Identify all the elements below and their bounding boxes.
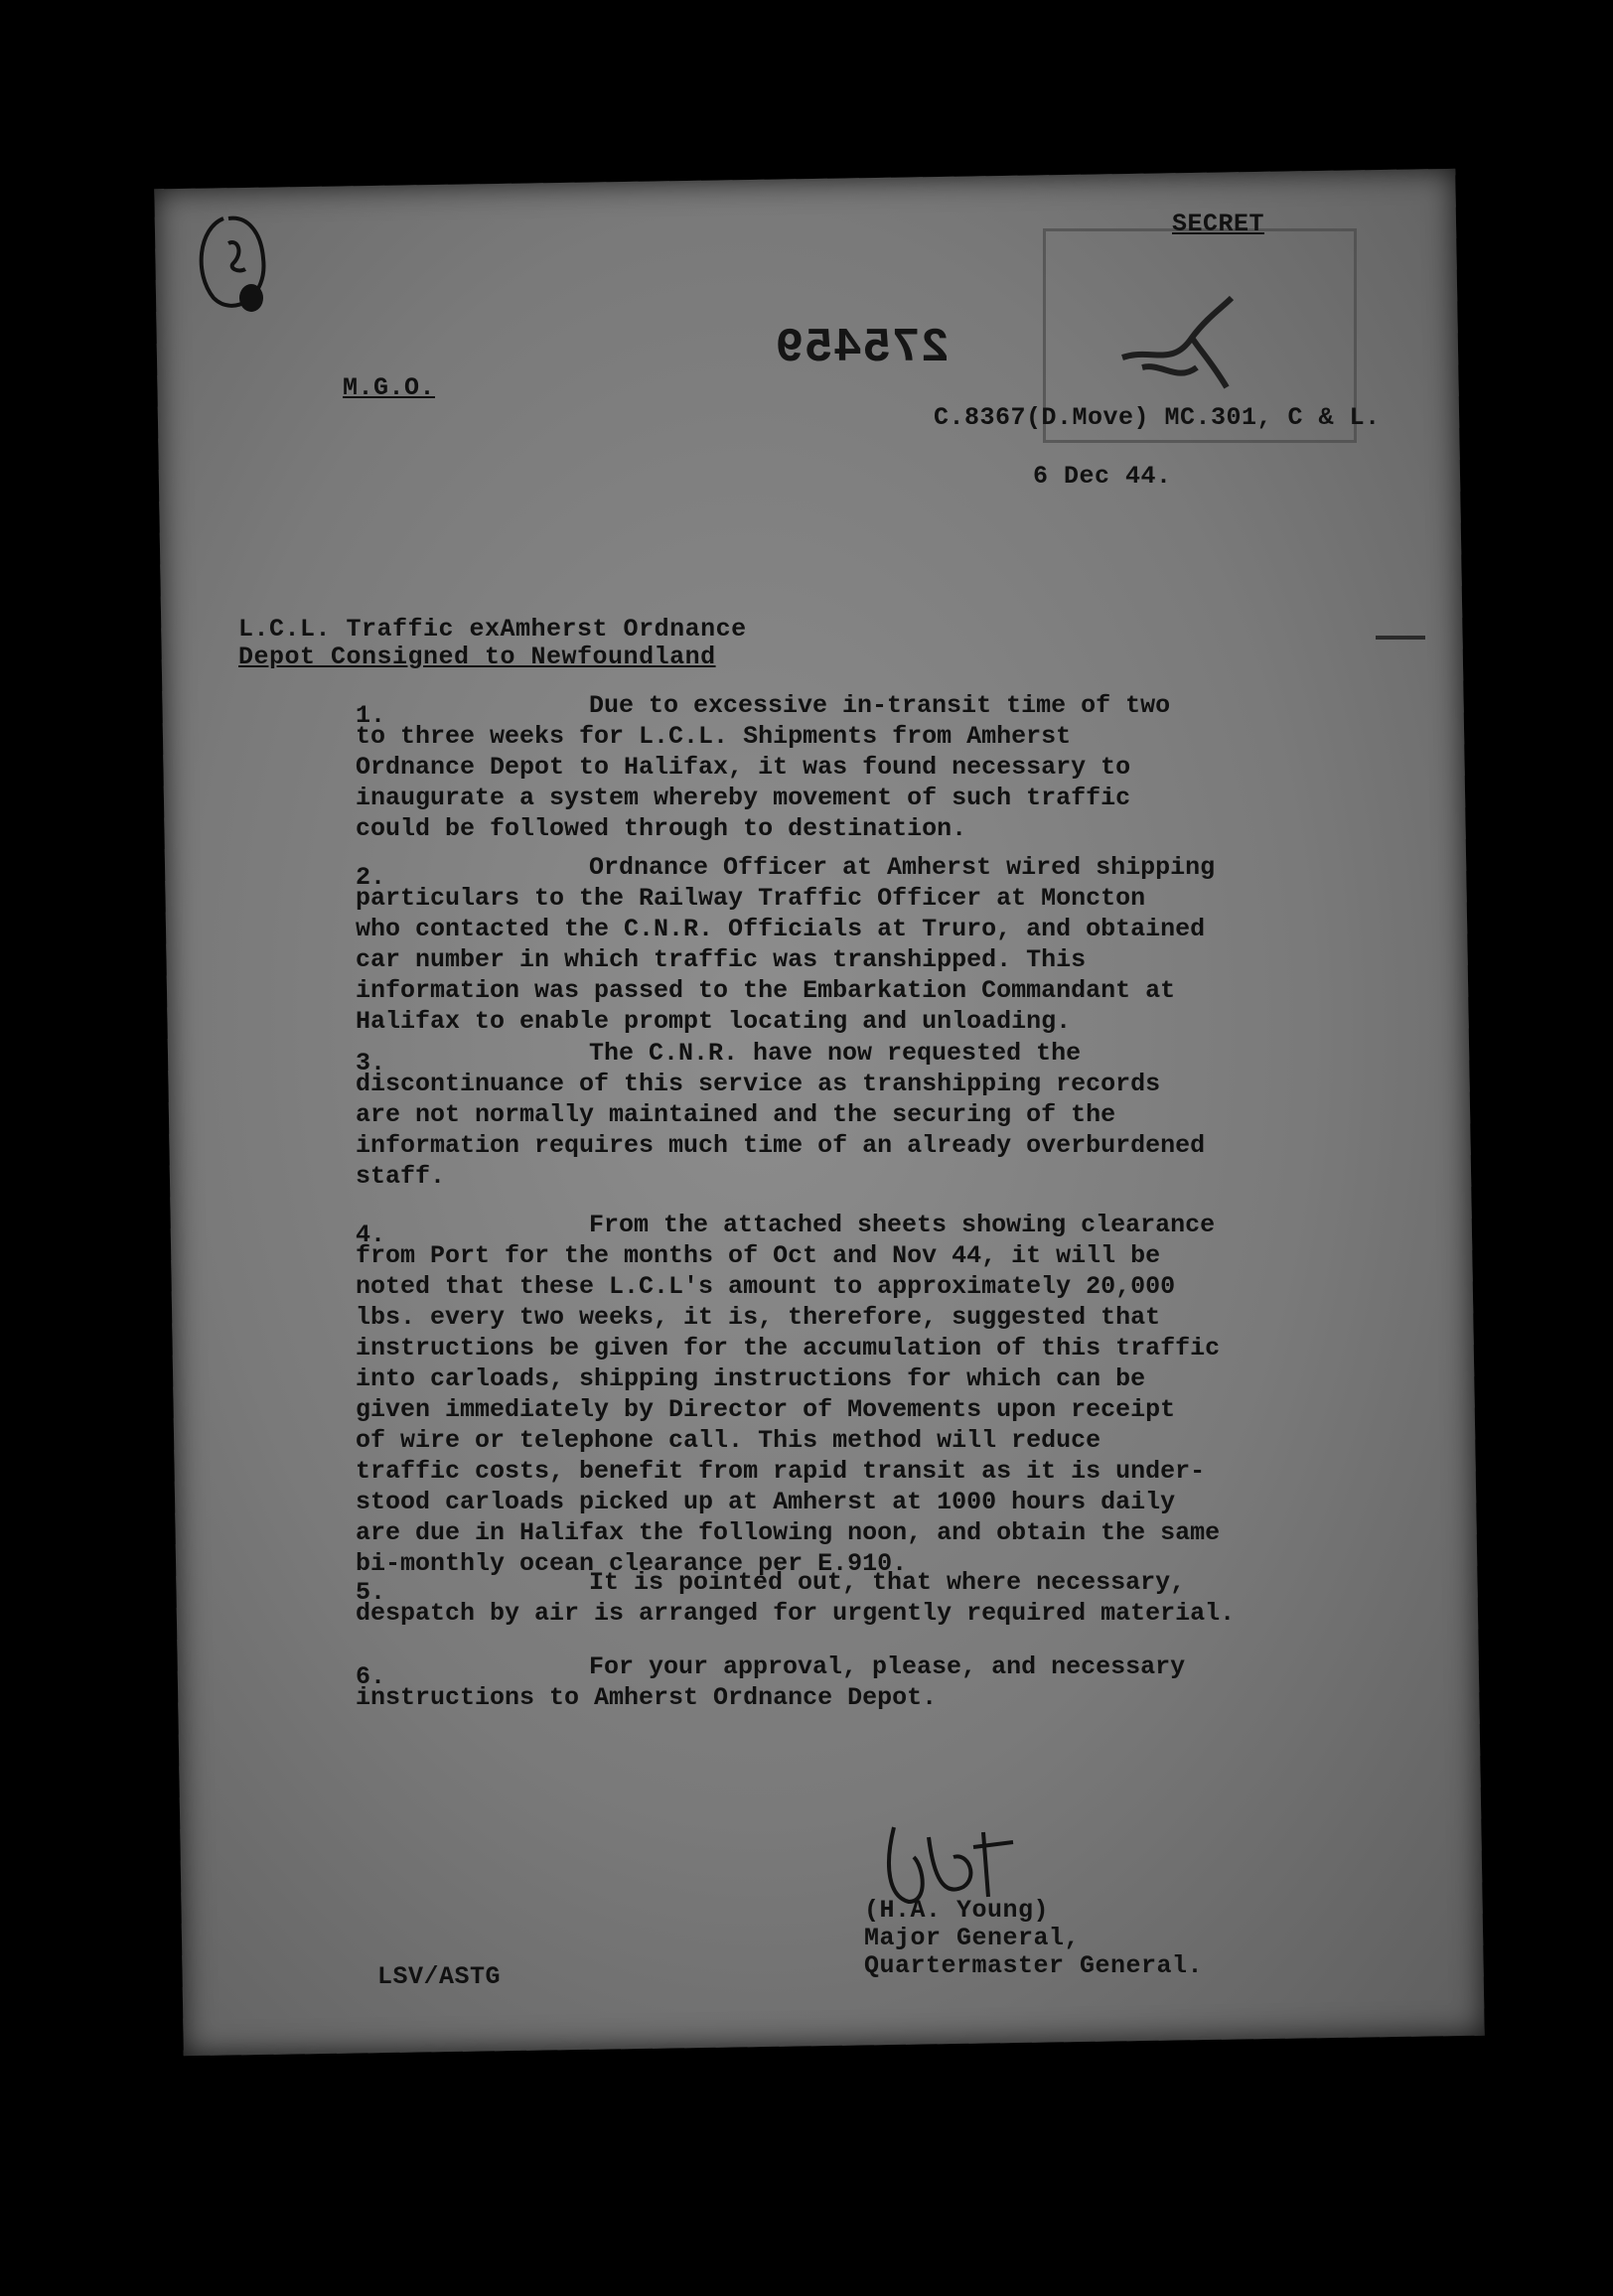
handwritten-circle-mark [184, 204, 283, 323]
paragraph-6 [356, 1651, 1185, 1713]
paragraph-line: bi-monthly ocean clearance per E.910. [356, 1549, 908, 1578]
classification-label: SECRET [1172, 210, 1265, 238]
paragraph-line: despatch by air is arranged for urgently required material. [356, 1599, 1236, 1628]
paragraph-line: who contacted the C.N.R. Officials at Truro, and obtained [356, 915, 1206, 943]
paragraph-line: inaugurate a system whereby movement of such traffic [356, 784, 1131, 812]
paragraph-line: are not normally maintained and the securing of the [356, 1100, 1116, 1129]
paragraph-1 [356, 690, 1170, 844]
paragraph-line: from Port for the months of Oct and Nov 44, it will be [356, 1241, 1161, 1270]
paragraph-line: information was passed to the Embarkation Commandant at [356, 976, 1176, 1005]
addressee: M.G.O. [343, 373, 436, 402]
paragraph-number: 1. [356, 701, 386, 730]
paragraph-line: given immediately by Director of Movements upon receipt [356, 1395, 1176, 1424]
paragraph-line: instructions be given for the accumulation of this traffic [356, 1334, 1221, 1363]
signatory-rank: Major General, [864, 1924, 1081, 1952]
paragraph-line: are due in Halifax the following noon, and obtain the same [356, 1518, 1221, 1547]
paragraph-line: discontinuance of this service as transhipping records [356, 1070, 1161, 1098]
file-number-stamp: 275459 [775, 322, 950, 375]
file-reference: C.8367(D.Move) MC.301, C & L. [934, 403, 1381, 432]
paragraph-3 [356, 1038, 1205, 1192]
signatory-title: Quartermaster General. [864, 1951, 1204, 1980]
paragraph-line: Due to excessive in-transit time of two [589, 691, 1171, 720]
paragraph-2 [356, 852, 1215, 1037]
paragraph-line: instructions to Amherst Ordnance Depot. [356, 1683, 938, 1712]
paragraph-line: For your approval, please, and necessary [589, 1652, 1186, 1681]
signatory-name: (H.A. Young) [864, 1896, 1050, 1925]
paragraph-line: information requires much time of an already overburdened [356, 1131, 1206, 1160]
paragraph-line: traffic costs, benefit from rapid transit as it is under- [356, 1457, 1206, 1486]
paragraph-line: particulars to the Railway Traffic Officer at Moncton [356, 884, 1146, 913]
paragraph-number: 3. [356, 1049, 386, 1077]
paragraph-line: to three weeks for L.C.L. Shipments from Amherst [356, 722, 1072, 751]
stamp-ink-mark [1112, 288, 1261, 397]
paragraph-line: It is pointed out, that where necessary, [589, 1568, 1186, 1597]
paragraph-line: The C.N.R. have now requested the [589, 1039, 1082, 1068]
paragraph-line: staff. [356, 1162, 446, 1191]
paragraph-4 [356, 1210, 1220, 1579]
paragraph-line: Halifax to enable prompt locating and unloading. [356, 1007, 1072, 1036]
paragraph-line: noted that these L.C.L's amount to approximately 20,000 [356, 1272, 1176, 1301]
paragraph-line: car number in which traffic was transhipped. This [356, 945, 1087, 974]
paragraph-number: 4. [356, 1220, 386, 1249]
margin-mark [1376, 636, 1425, 640]
paragraph-line: stood carloads picked up at Amherst at 1000 hours daily [356, 1488, 1176, 1516]
paragraph-line: lbs. every two weeks, it is, therefore, suggested that [356, 1303, 1161, 1332]
paragraph-line: could be followed through to destination. [356, 814, 967, 843]
paragraph-number: 5. [356, 1578, 386, 1607]
paragraph-line: into carloads, shipping instructions for which can be [356, 1364, 1146, 1393]
typist-initials: LSV/ASTG [377, 1962, 502, 1991]
document-date: 6 Dec 44. [1033, 462, 1172, 491]
paragraph-line: Ordnance Officer at Amherst wired shipping [589, 853, 1216, 882]
paragraph-number: 2. [356, 863, 386, 892]
subject-line-1: L.C.L. Traffic exAmherst Ordnance [238, 615, 747, 644]
paragraph-line: Ordnance Depot to Halifax, it was found necessary to [356, 753, 1131, 782]
paragraph-number: 6. [356, 1662, 386, 1691]
paragraph-line: From the attached sheets showing clearance [589, 1211, 1216, 1239]
paragraph-5 [356, 1567, 1235, 1629]
paragraph-line: of wire or telephone call. This method will reduce [356, 1426, 1101, 1455]
subject-line-2: Depot Consigned to Newfoundland [238, 643, 716, 671]
